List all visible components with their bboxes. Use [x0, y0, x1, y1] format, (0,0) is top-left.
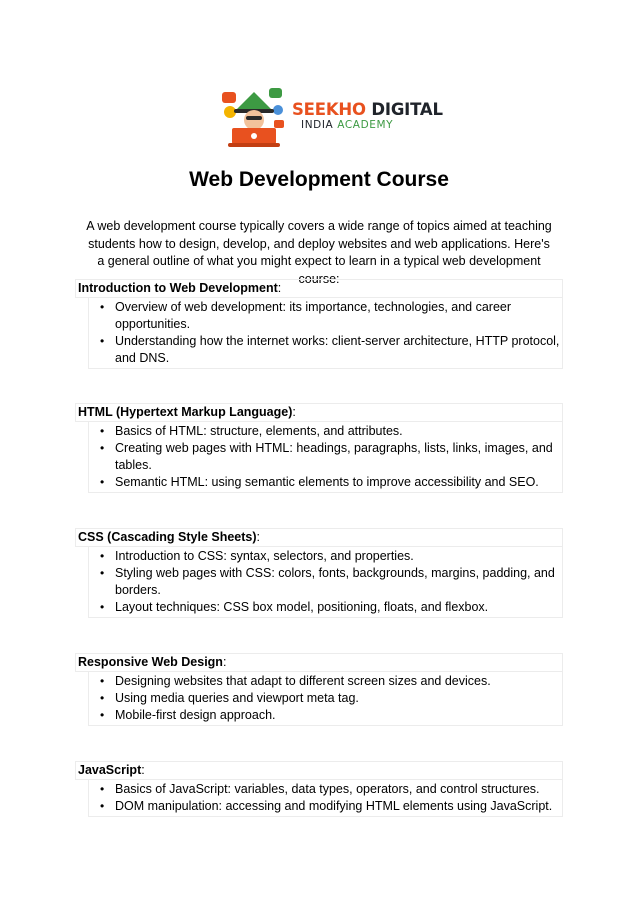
heading-colon: :: [222, 655, 227, 669]
list-item: [89, 690, 562, 707]
list-item-text: Introduction to CSS: syntax, selectors, and properties.: [115, 549, 414, 563]
bullet-icon: •: [100, 334, 105, 348]
bullet-icon: •: [100, 691, 105, 705]
logo-sub-india: INDIA: [301, 119, 338, 131]
list-item: [89, 548, 562, 565]
list-item: [89, 440, 562, 474]
list-item-text: Using media queries and viewport meta tag.: [115, 691, 359, 705]
list-item: [89, 781, 562, 798]
list-item: [89, 423, 562, 440]
section-heading-label: JavaScript: [78, 763, 142, 777]
list-item: [89, 565, 562, 599]
section-heading: [75, 279, 563, 298]
bullet-icon: •: [100, 566, 105, 580]
list-item-text: Creating web pages with HTML: headings, paragraphs, lists, links, images, and tables.: [115, 441, 553, 472]
list-item: [89, 707, 562, 724]
bullet-icon: •: [100, 441, 105, 455]
bullet-icon: •: [100, 549, 105, 563]
section-responsive: [75, 653, 563, 726]
section-heading-label: CSS (Cascading Style Sheets): [78, 530, 257, 544]
page-title: Web Development Course: [189, 168, 449, 191]
section-javascript: [75, 761, 563, 817]
section-heading: [75, 403, 563, 422]
bullet-icon: •: [100, 475, 105, 489]
bullet-icon: •: [100, 708, 105, 722]
logo-brand-seekho: SEEKHO: [292, 100, 366, 119]
bullet-list: [89, 781, 562, 815]
intro-paragraph: A web development course typically covers a wide range of topics aimed at teaching students how to design, develop, and deploy websites and web applications. Here's a general outline of what you might expect to learn in a typical web development course:: [86, 219, 552, 286]
list-item-text: Designing websites that adapt to different screen sizes and devices.: [115, 674, 491, 688]
section-heading: [75, 653, 563, 672]
list-item: [89, 299, 562, 333]
list-item: [89, 599, 562, 616]
bullet-icon: •: [100, 799, 105, 813]
bullet-icon: •: [100, 300, 105, 314]
list-item-text: Overview of web development: its importance, technologies, and career opportunities.: [115, 300, 512, 331]
section-css: [75, 528, 563, 618]
list-item-text: Understanding how the internet works: client-server architecture, HTTP protocol, and DNS.: [115, 334, 560, 365]
list-item-text: Mobile-first design approach.: [115, 708, 276, 722]
heading-colon: :: [277, 281, 282, 295]
academy-logo: [214, 80, 443, 150]
mascot-logo-icon: [214, 80, 294, 150]
list-item-text: Basics of HTML: structure, elements, and attributes.: [115, 424, 403, 438]
list-item-text: Basics of JavaScript: variables, data types, operators, and control structures.: [115, 782, 540, 796]
section-html: [75, 403, 563, 493]
bullet-icon: •: [100, 782, 105, 796]
bullet-list: [89, 423, 562, 491]
logo-text: [292, 100, 443, 132]
bullet-icon: •: [100, 424, 105, 438]
list-item: [89, 333, 562, 367]
logo-subtitle: [301, 119, 443, 132]
section-heading-label: HTML (Hypertext Markup Language): [78, 405, 293, 419]
logo-brand: [292, 100, 443, 119]
section-body: [88, 780, 563, 817]
list-item-text: Styling web pages with CSS: colors, fonts, backgrounds, margins, padding, and borders.: [115, 566, 555, 597]
logo-brand-digital: DIGITAL: [365, 100, 443, 119]
list-item-text: Semantic HTML: using semantic elements to improve accessibility and SEO.: [115, 475, 539, 489]
list-item: [89, 798, 562, 815]
bullet-list: [89, 299, 562, 367]
list-item-text: DOM manipulation: accessing and modifying HTML elements using JavaScript.: [115, 799, 553, 813]
section-body: [88, 298, 563, 369]
section-body: [88, 672, 563, 726]
section-heading-label: Responsive Web Design: [78, 655, 223, 669]
bullet-icon: •: [100, 674, 105, 688]
section-heading-label: Introduction to Web Development: [78, 281, 278, 295]
heading-colon: :: [256, 530, 261, 544]
list-item: [89, 474, 562, 491]
bullet-list: [89, 673, 562, 724]
section-intro-web-dev: [75, 279, 563, 369]
list-item: [89, 673, 562, 690]
section-body: [88, 422, 563, 493]
bullet-list: [89, 548, 562, 616]
logo-sub-academy: ACADEMY: [337, 119, 394, 131]
heading-colon: :: [141, 763, 145, 777]
section-heading: [75, 528, 563, 547]
section-body: [88, 547, 563, 618]
section-heading: [75, 761, 563, 780]
list-item-text: Layout techniques: CSS box model, positioning, floats, and flexbox.: [115, 600, 489, 614]
bullet-icon: •: [100, 600, 105, 614]
heading-colon: :: [292, 405, 296, 419]
